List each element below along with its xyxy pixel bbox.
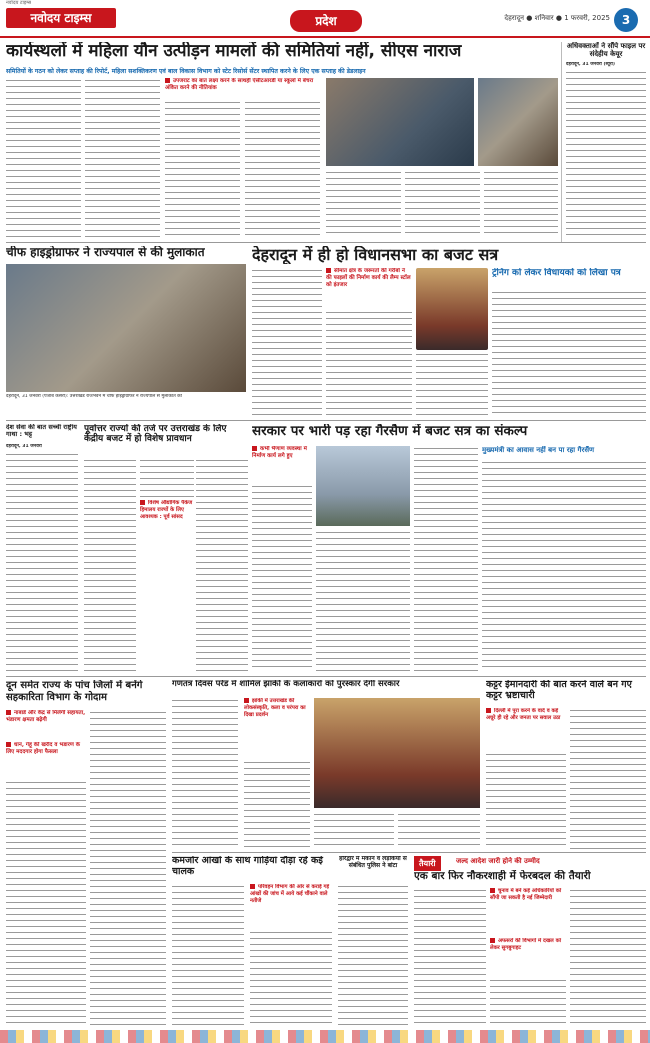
bullet-square-icon xyxy=(140,500,145,505)
republic-body-col3 xyxy=(314,812,394,850)
lead-body-col5 xyxy=(326,170,401,238)
meeting-photo-2 xyxy=(478,78,558,166)
bureaucracy-bullet-2 xyxy=(490,938,566,952)
bullet-square-icon xyxy=(6,710,11,715)
masthead xyxy=(0,0,650,38)
budget-body-col2 xyxy=(326,310,412,418)
republic-body-col2 xyxy=(244,760,310,850)
bureaucracy-bullet-2-text: अफसरों की विभागों में दखल को लेकर सुगबुगाहट xyxy=(490,938,562,951)
gairsain-headline: सरकार पर भारी पड़ रहा गैरसैण में बजट सत्र का संकल्प xyxy=(252,424,528,439)
divider xyxy=(172,852,646,853)
lead-body-col3 xyxy=(165,100,240,238)
gairsain-body-col3 xyxy=(414,446,478,672)
newspaper-logo: नवोदय टाइम्स xyxy=(6,8,116,28)
warehouse-body-col1 xyxy=(6,780,86,1026)
side-top-body xyxy=(566,70,646,240)
bullet-square-icon xyxy=(326,268,331,273)
warehouse-body-col2 xyxy=(90,710,166,1026)
lead-body-col2 xyxy=(85,78,160,238)
drivers-body-col1 xyxy=(172,884,244,1026)
lead-body-col7 xyxy=(484,170,558,238)
governor-photo xyxy=(6,264,246,392)
assembly-building-photo xyxy=(316,446,410,526)
bureaucracy-headline: एक बार फिर नौकरशाही में फेरबदल की तैयारी xyxy=(414,870,591,882)
republic-bullet-text: झांकी में उत्तराखंड की लोकसंस्कृति, कला व परंपरा का दिखा प्रदर्शन xyxy=(244,698,306,718)
corruption-bullet xyxy=(486,708,566,722)
haridwar-headline: हरिद्वार में मकान व लड़कियों से संबंधित पुलिस ने बांटा xyxy=(339,856,407,869)
lead-bullet-text: उपजराट का बात लक्ष्य करने के साथही ऐसीटआरडी या स्कूलों में बेचरा अंकित करने की नीतियांक xyxy=(165,78,314,91)
corruption-headline: कट्टर ईमानदारी की बात करने वाले बन गए कट्टर भ्रष्टाचारी xyxy=(486,680,632,701)
northeast-body-col2 xyxy=(140,458,194,498)
lead-subhead: समितियों के गठन को लेकर सप्ताह की रिपोर्ट, महिला सशक्तिकरण एवं बाल विकास विभाग को स्टेट रिसोर्स सेंटर स्थापित करने के लिए एक सप्ताह की डेडलाइन xyxy=(6,68,366,75)
leader-portrait xyxy=(416,268,488,350)
color-registration-strip xyxy=(0,1030,650,1043)
warehouse-bullet-2 xyxy=(6,742,86,756)
northeast-body-col1 xyxy=(84,458,136,672)
lead-body-col4 xyxy=(245,100,320,238)
sainik-dateline: देहरादून, 31 जनवरी xyxy=(6,444,42,449)
budget-headline: देहरादून में ही हो विधानसभा का बजट सत्र xyxy=(252,246,499,264)
divider xyxy=(6,676,646,677)
gairsain-bullet-text: कभी भैणाण व्यवस्था में निर्माण कार्य लगे हुए xyxy=(252,446,307,459)
bullet-square-icon xyxy=(250,884,255,889)
warehouse-bullet-1 xyxy=(6,710,86,724)
warehouse-bullet-1-text: नाबार्ड और केंद्र से मिलेगी सहायता, भंडारण क्षमता बढ़ेगी xyxy=(6,710,86,723)
lead-bullet xyxy=(165,78,325,92)
gairsain-body-col2 xyxy=(316,530,410,672)
budget-body-col3 xyxy=(416,352,488,418)
republic-headline: गणतंत्र दिवस परेड में शामिल झांकी के कलाकारों को पुरस्कार देगी सरकार xyxy=(172,680,400,689)
sainik-body xyxy=(6,452,78,672)
warehouse-headline: दून समेत राज्य के पांच जिलों में बनेंगे सहकारिता विभाग के गोदाम xyxy=(6,680,143,703)
budget-body-col1 xyxy=(252,268,322,418)
bullet-square-icon xyxy=(490,938,495,943)
budget-bullet xyxy=(326,268,412,289)
northeast-bullet xyxy=(140,500,194,521)
drivers-headline: कमजोर आंखों के साथ गाड़ियां दौड़ा रहे कई चालक xyxy=(172,856,323,877)
bureaucracy-body-col2 xyxy=(490,978,566,1026)
bureaucracy-tag-text: जल्द आदेश जारी होने की उम्मीद xyxy=(456,857,540,865)
bureaucracy-tag: तैयारी xyxy=(414,856,441,871)
haridwar-body xyxy=(338,884,408,1026)
northeast-bullet-text: विशेष औद्योगिक पैकेज हिमालय राज्यों के लिए आवश्यक : पूर्व सांसद xyxy=(140,500,193,520)
bureaucracy-bullet-1 xyxy=(490,888,566,902)
bullet-square-icon xyxy=(6,742,11,747)
section-label: प्रदेश xyxy=(290,10,362,32)
gairsain-bullet xyxy=(252,446,312,460)
northeast-headline: पूर्वोत्तर राज्यों की तर्ज पर उत्तराखंड के लिए केंद्रीय बजट में हो विशेष प्रावधान xyxy=(84,424,227,445)
corruption-bullet-text: दिल्ली में पूरा करने के वादे व कई अधूरे ही रहे और जनता पर सवाल उठा xyxy=(486,708,561,721)
bureaucracy-bullet-1-text: चुनाव में बने कई अधिकारियों को सौंपी जा सकती है नई जिम्मेदारी xyxy=(490,888,562,901)
logo-small-text: नवोदय टाइम्स xyxy=(6,0,32,6)
republic-body-col1 xyxy=(172,698,238,850)
page-number: 3 xyxy=(614,8,638,32)
bullet-square-icon xyxy=(490,888,495,893)
northeast-body-col3 xyxy=(196,458,248,672)
drivers-bullet-text: परिवहन विभाग की ओर से कराई गई आंखों की जांच में आये कई चौंकाने वाले नतीजे xyxy=(250,884,330,904)
gairsain-body-col1 xyxy=(252,484,312,672)
budget-bullet-text: सीमांत क्षेत्र के जरूरतों की गरीबों ने की फाइलों की निर्माण कार्य की लैम्प स्टॉल को इंतजार xyxy=(326,268,411,288)
divider xyxy=(561,42,562,242)
lead-body-col1 xyxy=(6,78,81,238)
governor-headline: चीफ हाइड्रोग्राफर ने राज्यपाल से की मुलाकात xyxy=(6,246,205,259)
tableau-artists-photo xyxy=(314,698,480,808)
bureaucracy-body-col1 xyxy=(414,888,486,1026)
divider xyxy=(6,242,646,243)
lead-body-col6 xyxy=(405,170,480,238)
meeting-photo-1 xyxy=(326,78,474,166)
corruption-body-col1 xyxy=(486,752,566,850)
bureaucracy-body-col3 xyxy=(570,888,646,1026)
corruption-body-col2 xyxy=(570,708,646,850)
dateline: देहरादून ● शनिवार ● 1 फरवरी, 2025 xyxy=(504,14,610,22)
side-top-headline: अधिवक्ताओं ने सौंपे फाइल पर संदेहीय केयूर xyxy=(566,42,646,59)
drivers-bullet xyxy=(250,884,332,905)
gairsain-right-headline: मुख्यमंत्री का आवास नहीं बन पा रहा गैरसैंण xyxy=(482,446,595,454)
warehouse-bullet-2-text: धान, गेहूं की खरीद व भंडारण के लिए मददगार होगा फैसला xyxy=(6,742,80,755)
bullet-square-icon xyxy=(486,708,491,713)
bullet-square-icon xyxy=(165,78,170,83)
republic-body-col4 xyxy=(398,812,480,850)
divider xyxy=(6,420,646,421)
budget-side-body xyxy=(492,290,646,418)
republic-bullet xyxy=(244,698,310,719)
governor-caption: देहरादून, 31 जनवरी (पंजाब केसरी): उत्तराखंड राजभवन में चीफ हाइड्रोग्राफर ने राज्यपाल से मुलाकात की xyxy=(6,394,182,399)
lead-headline: कार्यस्थलों में महिला यौन उत्पीड़न मामलों की समितियां नहीं, सीएस नाराज xyxy=(6,42,462,61)
drivers-body-col2 xyxy=(250,930,332,1026)
gairsain-right-body xyxy=(482,460,646,672)
bullet-square-icon xyxy=(252,446,257,451)
sainik-headline: देश सेवा की बात सच्ची राष्ट्रीय गाथा : भट्ट xyxy=(6,424,77,439)
bullet-square-icon xyxy=(244,698,249,703)
budget-side-headline: ट्रेनिंग को लेकर विधायकों को लिखा पत्र xyxy=(492,268,621,278)
side-top-dateline: देहरादून, 31 जनवरी (ब्यूरो) xyxy=(566,62,615,67)
